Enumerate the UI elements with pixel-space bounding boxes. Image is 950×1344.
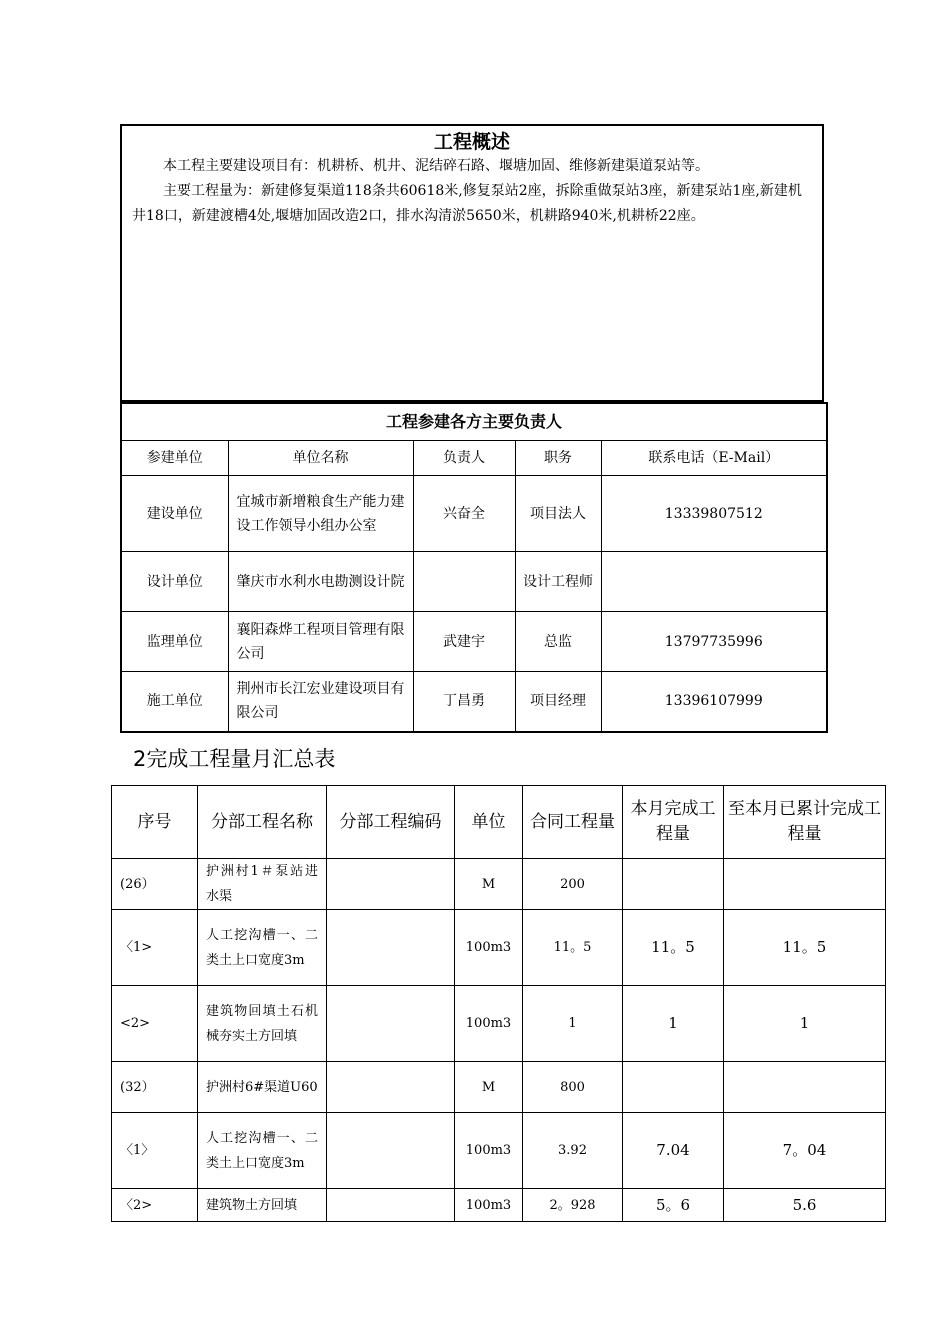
header-role: 参建单位 <box>121 441 228 476</box>
party-title: 设计工程师 <box>515 552 601 612</box>
party-role: 设计单位 <box>121 552 228 612</box>
table-row <box>112 1062 886 1113</box>
row-seq: <2> <box>112 986 198 1062</box>
row-contract: 1 <box>523 986 623 1062</box>
table-row <box>112 1189 886 1222</box>
header-part-code: 分部工程编码 <box>327 786 455 859</box>
row-name: 护洲村6#渠道U60 <box>198 1062 327 1113</box>
row-unit: 100m3 <box>455 910 523 986</box>
row-seq: 〈1> <box>112 910 198 986</box>
row-month <box>623 859 724 910</box>
party-name: 宜城市新增粮食生产能力建设工作领导小组办公室 <box>228 476 413 552</box>
row-name: 建筑物回填土石机械夯实土方回填 <box>198 986 327 1062</box>
table-row <box>121 672 827 732</box>
party-name: 襄阳森烨工程项目管理有限公司 <box>228 612 413 672</box>
row-code <box>327 1062 455 1113</box>
project-overview-box <box>120 124 824 402</box>
row-total: 11。5 <box>724 910 886 986</box>
party-role: 建设单位 <box>121 476 228 552</box>
table-row <box>112 859 886 910</box>
row-name: 人工挖沟槽一、二类土上口宽度3m <box>198 910 327 986</box>
row-total <box>724 859 886 910</box>
monthly-summary-table <box>111 785 886 1222</box>
header-unit: 单位 <box>455 786 523 859</box>
table-row <box>121 476 827 552</box>
row-code <box>327 1189 455 1222</box>
party-phone: 13797735996 <box>601 612 827 672</box>
party-role: 监理单位 <box>121 612 228 672</box>
party-title: 总监 <box>515 612 601 672</box>
party-name: 荆州市长江宏业建设项目有限公司 <box>228 672 413 732</box>
party-person <box>413 552 515 612</box>
header-seq: 序号 <box>112 786 198 859</box>
header-title: 职务 <box>515 441 601 476</box>
row-contract: 3.92 <box>523 1113 623 1189</box>
header-contract-qty: 合同工程量 <box>523 786 623 859</box>
row-month: 11。5 <box>623 910 724 986</box>
row-total: 7。04 <box>724 1113 886 1189</box>
party-phone: 13396107999 <box>601 672 827 732</box>
row-total <box>724 1062 886 1113</box>
section-2-title: 2完成工程量月汇总表 <box>133 747 336 771</box>
row-month: 1 <box>623 986 724 1062</box>
row-month <box>623 1062 724 1113</box>
row-month: 7.04 <box>623 1113 724 1189</box>
row-unit: M <box>455 859 523 910</box>
header-phone: 联系电话（E-Mail） <box>601 441 827 476</box>
party-person: 丁昌勇 <box>413 672 515 732</box>
row-unit: 100m3 <box>455 1113 523 1189</box>
row-seq: 〈2> <box>112 1189 198 1222</box>
header-part-name: 分部工程名称 <box>198 786 327 859</box>
row-contract: 11。5 <box>523 910 623 986</box>
row-total: 5.6 <box>724 1189 886 1222</box>
row-month: 5。6 <box>623 1189 724 1222</box>
row-contract: 800 <box>523 1062 623 1113</box>
header-total-qty: 至本月已累计完成工程量 <box>724 786 886 859</box>
table-row <box>112 910 886 986</box>
parties-table <box>120 402 828 733</box>
overview-title: 工程概述 <box>433 131 510 153</box>
row-contract: 200 <box>523 859 623 910</box>
row-total: 1 <box>724 986 886 1062</box>
overview-paragraph-2: 主要工程量为：新建修复渠道118条共60618米,修复泵站2座，拆除重做泵站3座，新建泵站1座,新建机井18口，新建渡槽4处,堰塘加固改造2口，排水沟清淤5650米，机耕路940米,机耕桥22座。 <box>132 183 802 224</box>
party-phone: 13339807512 <box>601 476 827 552</box>
party-person: 兴奋全 <box>413 476 515 552</box>
header-month-qty: 本月完成工程量 <box>623 786 724 859</box>
row-code <box>327 986 455 1062</box>
table-row <box>121 552 827 612</box>
overview-paragraph-1: 本工程主要建设项目有：机耕桥、机井、泥结碎石路、堰塘加固、维修新建渠道泵站等。 <box>163 158 709 174</box>
row-name: 建筑物土方回填 <box>198 1189 327 1222</box>
row-name: 人工挖沟槽一、二类土上口宽度3m <box>198 1113 327 1189</box>
row-unit: 100m3 <box>455 986 523 1062</box>
party-title: 项目经理 <box>515 672 601 732</box>
party-person: 武建宇 <box>413 612 515 672</box>
header-unit-name: 单位名称 <box>228 441 413 476</box>
row-code <box>327 1113 455 1189</box>
party-role: 施工单位 <box>121 672 228 732</box>
row-code <box>327 910 455 986</box>
row-unit: 100m3 <box>455 1189 523 1222</box>
table-row <box>121 612 827 672</box>
row-contract: 2。928 <box>523 1189 623 1222</box>
row-unit: M <box>455 1062 523 1113</box>
row-code <box>327 859 455 910</box>
table-row <box>112 986 886 1062</box>
parties-heading: 工程参建各方主要负责人 <box>121 403 827 441</box>
table-row <box>112 1113 886 1189</box>
row-seq: 〈1〉 <box>112 1113 198 1189</box>
header-person: 负责人 <box>413 441 515 476</box>
row-seq: (32） <box>112 1062 198 1113</box>
party-name: 肇庆市水利水电勘测设计院 <box>228 552 413 612</box>
row-name: 护洲村1＃泵站进水渠 <box>198 859 327 910</box>
row-seq: (26） <box>112 859 198 910</box>
party-title: 项目法人 <box>515 476 601 552</box>
party-phone <box>601 552 827 612</box>
